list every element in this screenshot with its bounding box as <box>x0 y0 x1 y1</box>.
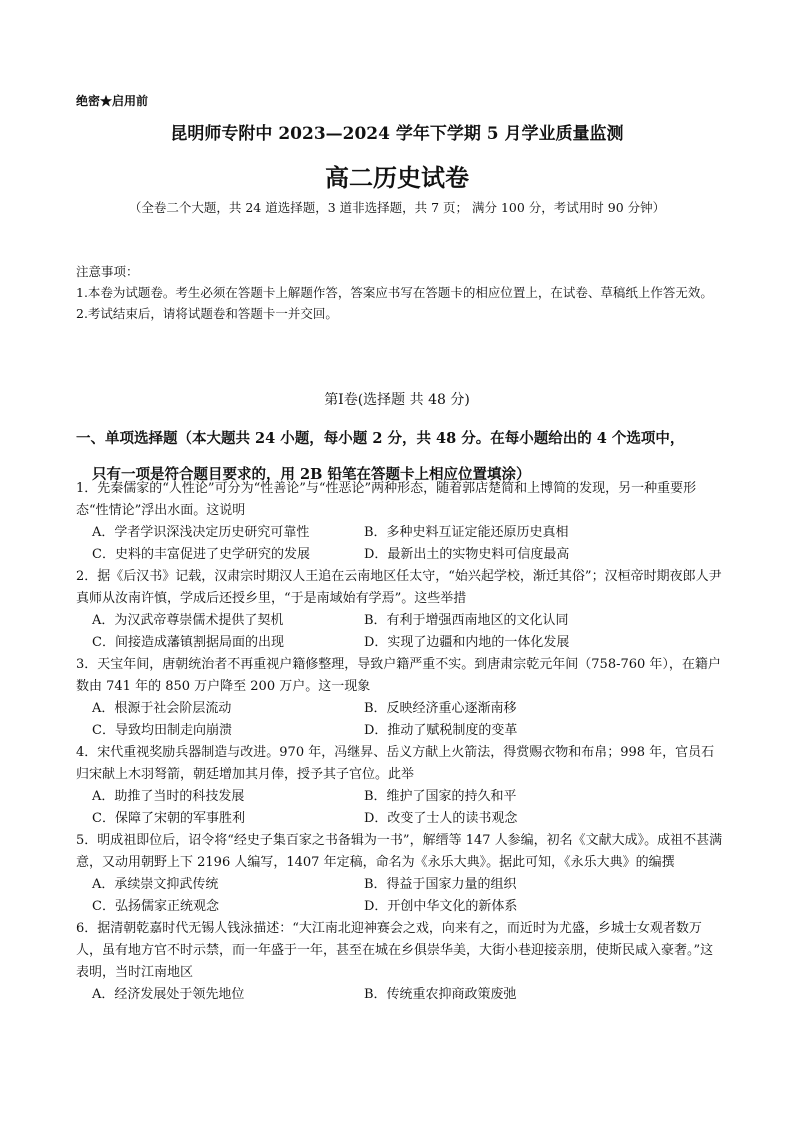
question-options <box>76 874 726 918</box>
notice-block <box>76 261 726 324</box>
option-c: C．保障了宋朝的军事胜利 <box>92 811 245 826</box>
question-stem: 3．天宝年间，唐朝统治者不再重视户籍修整理，导致户籍严重不实。到唐肃宗乾元年间（758-760 年），在籍户数由 741 年的 850 万户降至 200 万户。这一现象 <box>76 657 721 694</box>
option-a: A．承续崇文抑武传统 <box>92 877 219 892</box>
question-list <box>76 478 726 1006</box>
option-a: A．根源于社会阶层流动 <box>92 701 232 716</box>
option-d: D．开创中华文化的新体系 <box>364 899 518 914</box>
question-4 <box>76 742 726 830</box>
question-options <box>76 522 726 566</box>
notice-item: 1.本卷为试题卷。考生必须在答题卡上解题作答，答案应书写在答题卡的相应位置上，在试卷、草稿纸上作答无效。 <box>76 285 713 300</box>
question-stem: 2．据《后汉书》记载，汉肃宗时期汉人王追在云南地区任太守，“始兴起学校，渐迁其俗”；汉桓帝时期夜郎人尹真师从汝南许慎，学成后还授乡里，“于是南域始有学焉”。这些举措 <box>76 569 722 606</box>
part-one-heading-line2: 只有一项是符合题目要求的，用 2B 铅笔在答题卡上相应位置填涂） <box>92 466 531 483</box>
option-c: C．间接造成藩镇割据局面的出现 <box>92 635 284 650</box>
question-5 <box>76 830 726 918</box>
option-b: B．传统重农抑商政策废弛 <box>364 987 517 1002</box>
question-3 <box>76 654 726 742</box>
question-options <box>76 698 726 742</box>
question-options <box>76 610 726 654</box>
option-c: C．史料的丰富促进了史学研究的发展 <box>92 547 310 562</box>
question-stem: 4．宋代重视奖励兵器制造与改进。970 年，冯继昇、岳义方献上火箭法，得赏赐衣物和布帛；998 年，官员石归宋献上木羽弩箭，朝廷增加其月俸，授予其子官位。此举 <box>76 745 715 782</box>
notice-item: 2.考试结束后，请将试题卷和答题卡一并交回。 <box>76 306 338 321</box>
exam-info: （全卷二个大题，共 24 道选择题，3 道非选择题，共 7 页； 满分 100 分，考试用时 90 分钟） <box>128 200 666 215</box>
question-stem: 1．先秦儒家的“人性论”可分为“性善论”与“性恶论”两种形态，随着郭店楚简和上博简的发现，另一种重要形态“性情论”浮出水面。这说明 <box>76 481 697 518</box>
school-title: 昆明师专附中 2023—2024 学年下学期 5 月学业质量监测 <box>170 124 624 144</box>
question-options <box>76 786 726 830</box>
option-c: C．导致均田制走向崩溃 <box>92 723 232 738</box>
option-b: B．反映经济重心逐渐南移 <box>364 701 517 716</box>
subject-title: 高二历史试卷 <box>325 164 469 192</box>
question-options <box>76 984 726 1006</box>
question-6 <box>76 918 726 1006</box>
option-a: A．为汉武帝尊崇儒术提供了契机 <box>92 613 284 628</box>
option-c: C．弘扬儒家正统观念 <box>92 899 219 914</box>
option-b: B．多种史料互证定能还原历史真相 <box>364 525 569 540</box>
part-one-heading-line1: 一、单项选择题（本大题共 24 小题，每小题 2 分，共 48 分。在每小题给出的 4 个选项中， <box>76 430 685 447</box>
option-d: D．推动了赋税制度的变革 <box>364 723 518 738</box>
notice-title: 注意事项： <box>76 264 139 279</box>
option-b: B．得益于国家力量的组织 <box>364 877 517 892</box>
question-1 <box>76 478 726 566</box>
option-a: A．学者学识深浅决定历史研究可靠性 <box>92 525 310 540</box>
section-title: 第Ⅰ卷(选择题 共 48 分) <box>324 392 470 408</box>
option-d: D．最新出土的实物史料可信度最高 <box>364 547 570 562</box>
question-2 <box>76 566 726 654</box>
option-a: A．助推了当时的科技发展 <box>92 789 245 804</box>
question-stem: 5．明成祖即位后，诏令将“经史子集百家之书备辑为一书”，解缙等 147 人参编，初名《文献大成》。成祖不甚满意，又动用朝野上下 2196 人编写，1407 年定稿，命名为《永乐大典》。据此可知，《永乐大典》的编撰 <box>76 833 723 870</box>
option-d: D．改变了士人的读书观念 <box>364 811 518 826</box>
secret-label: 绝密★启用前 <box>76 94 149 108</box>
option-d: D．实现了边疆和内地的一体化发展 <box>364 635 570 650</box>
option-b: B．有利于增强西南地区的文化认同 <box>364 613 569 628</box>
option-a: A．经济发展处于领先地位 <box>92 987 245 1002</box>
question-stem: 6．据清朝乾嘉时代无锡人钱泳描述：“大江南北迎神赛会之戏，向来有之，而近时为尤盛，乡城士女观者数万人，虽有地方官不时示禁，而一年盛于一年，甚至在城在乡俱崇华美，大街小巷迎接亲朋，使斯民咸入豪奢。”这表明，当时江南地区 <box>76 921 714 980</box>
option-b: B．维护了国家的持久和平 <box>364 789 517 804</box>
